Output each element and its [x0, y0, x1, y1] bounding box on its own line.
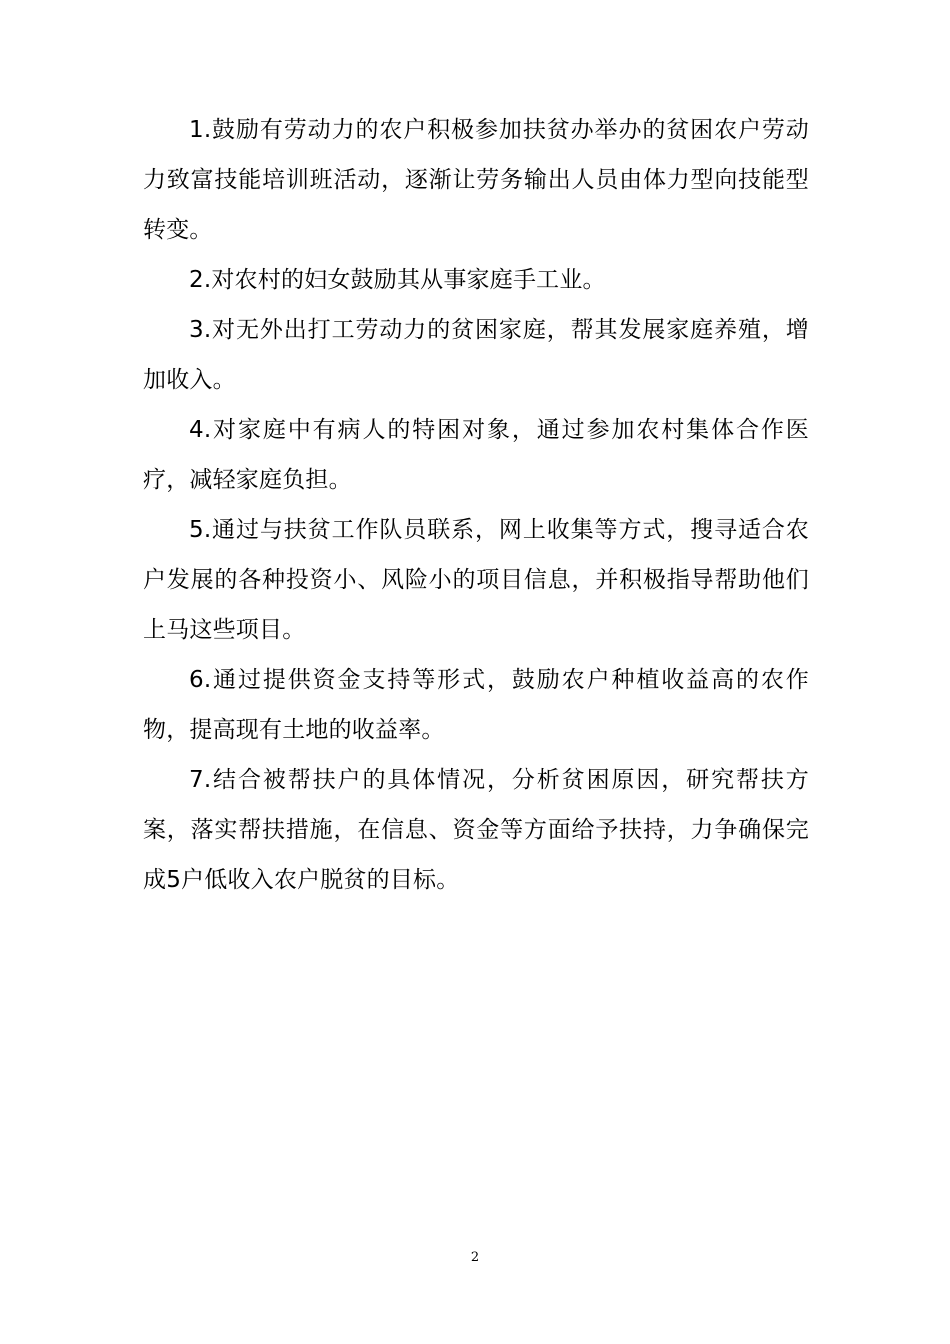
document-body [143, 105, 809, 905]
paragraph-3: 3.对无外出打工劳动力的贫困家庭，帮其发展家庭养殖，增加收入。 [143, 317, 809, 393]
paragraph-7: 7.结合被帮扶户的具体情况，分析贫困原因，研究帮扶方案，落实帮扶措施，在信息、资金等方面给予扶持，力争确保完成5户低收入农户脱贫的目标。 [143, 767, 809, 893]
paragraph-5: 5.通过与扶贫工作队员联系，网上收集等方式，搜寻适合农户发展的各种投资小、风险小的项目信息，并积极指导帮助他们上马这些项目。 [143, 517, 809, 643]
paragraph-1: 1.鼓励有劳动力的农户积极参加扶贫办举办的贫困农户劳动力致富技能培训班活动，逐渐让劳务输出人员由体力型向技能型转变。 [143, 117, 809, 243]
paragraph-4: 4.对家庭中有病人的特困对象，通过参加农村集体合作医疗，减轻家庭负担。 [143, 417, 809, 493]
page-number: 2 [470, 1250, 480, 1265]
paragraph-2: 2.对农村的妇女鼓励其从事家庭手工业。 [189, 267, 606, 293]
paragraph-6: 6.通过提供资金支持等形式，鼓励农户种植收益高的农作物，提高现有土地的收益率。 [143, 667, 809, 743]
